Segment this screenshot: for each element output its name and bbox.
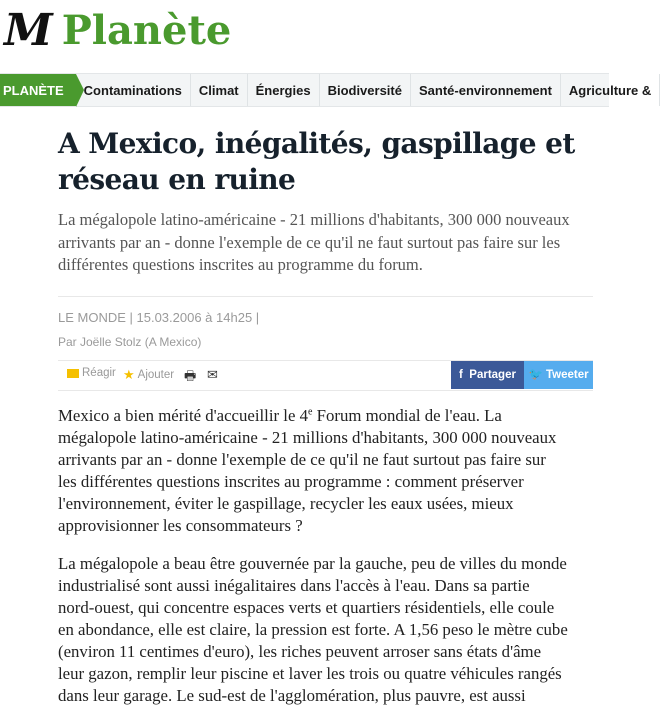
facebook-share-button[interactable] [451, 361, 524, 389]
text-line: dans leur garage. Le sud-est de l'agglomération, plus pauvre, est aussi [58, 686, 526, 705]
twitter-label: Tweeter [545, 369, 589, 381]
paragraph-1 [58, 405, 556, 537]
paragraph-2 [58, 553, 568, 707]
text-line: l'environnement, éviter le gaspillage, recycler les eaux usées, mieux [58, 494, 514, 513]
article-lead: La mégalopole latino-américaine - 21 millions d'habitants, 300 000 nouveaux arrivants par an - donne l'exemple de ce qu'il ne faut surtout pas faire sur les différentes questions inscrites au programme du forum. [58, 210, 570, 274]
add-button[interactable] [123, 367, 174, 383]
nav-item[interactable]: Biodiversité [320, 74, 411, 106]
section-nav [0, 73, 652, 107]
text-line: approvisionner les consommateurs ? [58, 516, 303, 535]
add-label: Ajouter [137, 369, 175, 381]
facebook-icon: f [459, 369, 470, 381]
email-icon[interactable]: ✉ [207, 367, 218, 382]
nav-item[interactable]: Contaminations [76, 74, 191, 106]
text-line: mégalopole latino-américaine - 21 millions d'habitants, 300 000 nouveaux [58, 428, 557, 447]
text: Forum mondial de l'eau. La [312, 406, 502, 425]
le-monde-logo: M [4, 5, 50, 56]
comment-icon [67, 369, 79, 378]
divider [58, 296, 593, 297]
text-line: en abondance, elle est claire, la pression est forte. A 1,56 peso le mètre cube [58, 620, 568, 639]
text: Mexico a bien mérité d'accueillir le 4 [58, 406, 308, 425]
section-title: Planète [61, 7, 232, 54]
byline: Par Joëlle Stolz (A Mexico) [58, 335, 202, 349]
nav-item-planete[interactable]: PLANÈTE [0, 74, 76, 106]
nav-item[interactable]: Énergies [248, 74, 320, 106]
react-label: Réagir [82, 367, 116, 379]
star-icon: ★ [123, 367, 135, 382]
text-line: leur gazon, remplir leur piscine et laver les trois ou quatre véhicules rangés [58, 664, 562, 683]
twitter-icon: 🐦 [528, 369, 546, 381]
divider [58, 390, 593, 391]
share-bar [58, 361, 593, 389]
text-line: industrialisé sont aussi inégalitaires dans l'accès à l'eau. Dans sa partie [58, 576, 530, 595]
text-line: arrivants par an - donne l'exemple de ce qu'il ne faut surtout pas faire sur [58, 450, 546, 469]
nav-item[interactable]: Climat [191, 74, 248, 106]
article-meta: LE MONDE | 15.03.2006 à 14h25 | [58, 310, 260, 325]
logo[interactable] [4, 6, 231, 56]
nav-item[interactable]: Santé-environnement [411, 74, 561, 106]
facebook-label: Partager [469, 369, 516, 381]
tweet-button[interactable] [524, 361, 593, 389]
article-title: A Mexico, inégalités, gaspillage et réseau en ruine [58, 127, 575, 196]
superscript: e [307, 406, 313, 418]
text-line: (environ 11 centimes d'euro), les riches peuvent arroser sans états d'âme [58, 642, 542, 661]
text-line: nord-ouest, qui concentre espaces verts et quartiers résidentiels, elle coule [58, 598, 555, 617]
text-line: les différentes questions inscrites au programme : comment préserver [58, 472, 524, 491]
react-button[interactable] [67, 367, 116, 379]
print-icon[interactable]: 🖶 [184, 368, 197, 383]
text-line: La mégalopole a beau être gouvernée par la gauche, peu de villes du monde [58, 554, 567, 573]
nav-item[interactable]: Agriculture & [561, 74, 660, 106]
